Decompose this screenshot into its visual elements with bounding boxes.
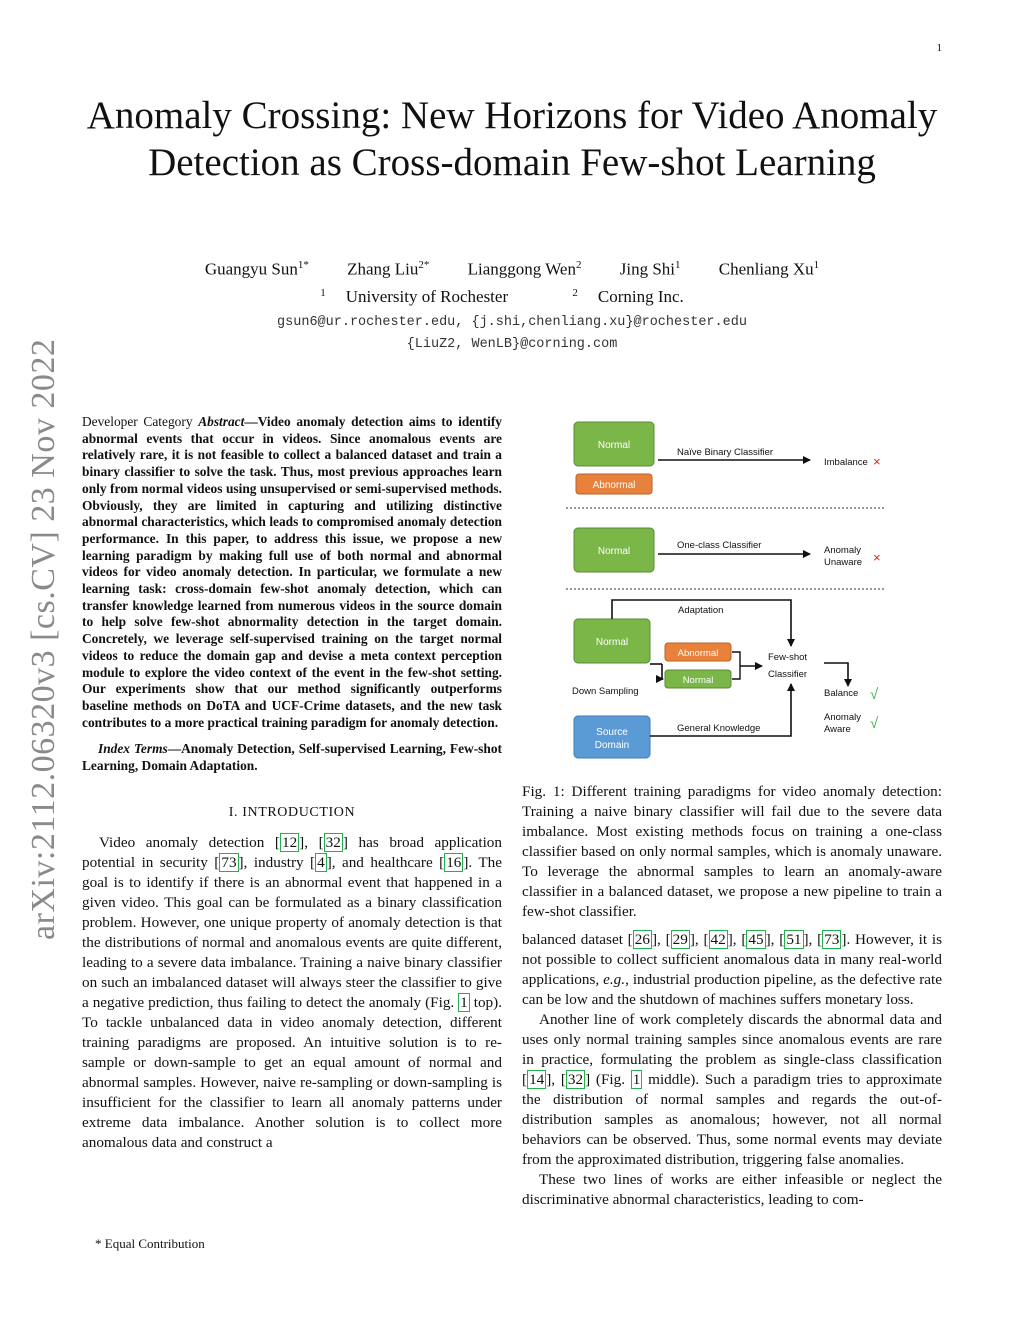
author: Zhang Liu$^{2*}$ — [347, 259, 430, 279]
arrow — [824, 663, 848, 686]
affiliation: $^2$ Corning Inc. — [572, 286, 684, 307]
paper-title: Anomaly Crossing: New Horizons for Video Anomaly Detection as Cross-domain Few-shot Learning — [86, 94, 938, 184]
citation-link[interactable]: 73 — [824, 931, 840, 948]
abnormal-label: Abnormal — [677, 648, 719, 659]
page-number: 1 — [936, 42, 942, 54]
author-block — [80, 254, 944, 356]
check-icon: √ — [870, 715, 879, 732]
naive-classifier-label: Naïve Binary Classifier — [677, 447, 774, 458]
author: Guangyu Sun$^{1*}$ — [204, 259, 309, 279]
index-terms: Index Terms—Anomaly Detection, Self-supervised Learning, Few-shot Learning, Domain Adaptation. — [82, 741, 502, 774]
body-paragraph: These two lines of works are either infeasible or neglect the discriminative abnormal characteristics, leading to com- — [522, 1171, 942, 1208]
anomaly-label: Anomaly — [824, 545, 861, 556]
intro-paragraph: Video anomaly detection [ 12 ], [ 32 ] has broad application potential in security [ 73 ], industry [ 4 ], and healthcare [ 16 ]. The goal is to identify if there is an abnormal event that happened in a given video. This goal can be formulated as a binary classification problem. However, one unique property of anomaly detection is that the distributions of normal and anomalous events are quite different, leading to a severe data imbalance. Training a naive binary classifier on such an imbalanced dataset will always steer the classifier to give a negative prediction, thus failing to detect the anomaly (Fig. 1 top). To tackle unbalanced data in video anomaly detection, different training paradigms are proposed. An intuitive solution is to re-sample or down-sample to get an equal amount of normal and abnormal samples. However, naive re-sampling or down-sampling is insufficient for the classifier to learn all anomaly patterns under extreme data imbalance. Another solution is to collect more anomalous data and construct a — [82, 833, 502, 1151]
citation-link[interactable]: 73 — [221, 853, 237, 871]
email-line: gsun6@ur.rochester.edu, {j.shi,chenliang.xu}@rochester.edu — [277, 315, 747, 331]
check-icon: √ — [870, 686, 879, 703]
unaware-label: Unaware — [824, 557, 863, 568]
figure-link[interactable]: 1 — [460, 993, 468, 1011]
general-knowledge-label: General Knowledge — [677, 723, 761, 734]
citation-link[interactable]: 45 — [748, 931, 764, 948]
left-column — [82, 414, 502, 1153]
normal-label: Normal — [682, 675, 714, 686]
citation-link[interactable]: 42 — [710, 931, 726, 948]
email-line: {LiuZ2, WenLB}@corning.com — [406, 337, 618, 353]
citation-link[interactable]: 26 — [634, 931, 650, 948]
cross-icon: × — [873, 454, 881, 469]
author-list — [80, 254, 944, 281]
one-class-classifier-label: One-class Classifier — [677, 540, 762, 551]
author: Jing Shi$^1$ — [619, 259, 681, 279]
domain-label: Domain — [594, 740, 630, 751]
abstract: Developer Category Abstract—Video anomaly detection aims to identify abnormal events that occur in videos. Since anomalous events are relatively rare, it is not feasible to collect a balanced dataset and train a binary classifier to solve the task. Thus, most previous approaches learn only from normal videos using unsupervised or semi-supervised methods. Obviously, they are limited in capturing and utilizing distinctive abnormal characteristics, which leads to compromised anomaly detection performance. In this paper, to address this issue, we propose a new learning paradigm by making full use of both normal and abnormal videos for video anomaly detection. In particular, we formulate a new learning task: cross-domain few-shot anomaly detection, which can transfer knowledge learned from numerous videos in the source domain to help solve few-shot abnormality detection in the target domain. Concretely, we leverage self-supervised training on the target normal videos to reduce the domain gap and devise a meta context perception module to explore the video context of the event in the few-shot setting. Our experiments show that our method significantly outperforms baseline methods on DoTA and UCF-Crime datasets, and the new task contributes to a more practical training paradigm for anomaly detection. — [82, 414, 503, 730]
affiliation: $^1$ University of Rochester — [320, 286, 509, 307]
aware-label: Aware — [824, 724, 851, 735]
arxiv-stamp: arXiv:2112.06320v3 [cs.CV] 23 Nov 2022 — [25, 338, 62, 940]
figure-caption: Fig. 1: Different training paradigms for video anomaly detection: Training a naive binary classifier will fail due to the severe data imbalance. Most existing methods focus on training a one-class classifier based on only normal samples, which is anomaly unaware. To leverage the abnormal samples to learn an anomaly-aware classifier in a balanced dataset, we propose a new pipeline to train a few-shot classifier. — [522, 783, 942, 920]
normal-label: Normal — [597, 440, 631, 451]
adaptation-label: Adaptation — [678, 605, 724, 616]
balance-label: Balance — [824, 688, 859, 699]
citation-link[interactable]: 12 — [281, 833, 298, 851]
body-paragraph: balanced dataset [ 26 ], [ 29 ], [ 42 ], [ 45 ], [ 51 ], [ 73 ]. However, it is not possible to collect sufficient anomalous data in many real-world applications, e.g., industrial production pipeline, as the defective rate can be low and the shutdown of machines suffers monetary loss. — [522, 931, 943, 1008]
email-list — [80, 312, 944, 356]
citation-link[interactable]: 51 — [786, 931, 802, 948]
footnote: * Equal Contribution — [95, 1236, 205, 1251]
author: Chenliang Xu$^1$ — [718, 259, 820, 279]
down-sampling-label: Down Sampling — [572, 686, 639, 697]
index-terms-label: Index Terms — [98, 741, 168, 757]
few-shot-label: Few-shot — [768, 652, 808, 663]
affiliations — [80, 282, 944, 309]
right-column — [522, 782, 942, 1210]
merge-bracket — [732, 652, 740, 679]
section-heading: I. INTRODUCTION — [228, 804, 356, 820]
citation-link[interactable]: 4 — [317, 853, 325, 871]
classifier-label: Classifier — [768, 669, 808, 680]
abnormal-label: Abnormal — [592, 480, 636, 491]
body-paragraph: Another line of work completely discards the abnormal data and uses only normal training samples since anomalous events are rare in practice, formulating the problem as single-class classification [ 14 ], [ 32 ] (Fig. 1 middle). Such a paradigm tries to approximate the distribution of normal samples and regards the out-of-distribution samples as anomalous; however, not all normal behaviors can be observed. Thus, some normal events may deviate from the approximated distribution, triggering false anomalies. — [522, 1011, 942, 1168]
normal-label: Normal — [597, 546, 631, 557]
imbalance-label: Imbalance — [824, 457, 868, 468]
citation-link[interactable]: 16 — [446, 853, 462, 871]
citation-link[interactable]: 32 — [325, 833, 341, 851]
normal-label: Normal — [595, 637, 629, 648]
citation-link[interactable]: 14 — [529, 1071, 545, 1088]
figure-link[interactable]: 1 — [632, 1071, 641, 1088]
source-label: Source — [596, 727, 628, 738]
citation-link[interactable]: 32 — [567, 1071, 584, 1088]
cross-icon: × — [873, 550, 881, 565]
citation-link[interactable]: 29 — [672, 931, 688, 948]
anomaly-label: Anomaly — [824, 712, 861, 723]
author: Lianggong Wen$^2$ — [467, 259, 582, 279]
figure-1-diagram — [562, 414, 892, 766]
abstract-label: Abstract — [198, 414, 245, 429]
